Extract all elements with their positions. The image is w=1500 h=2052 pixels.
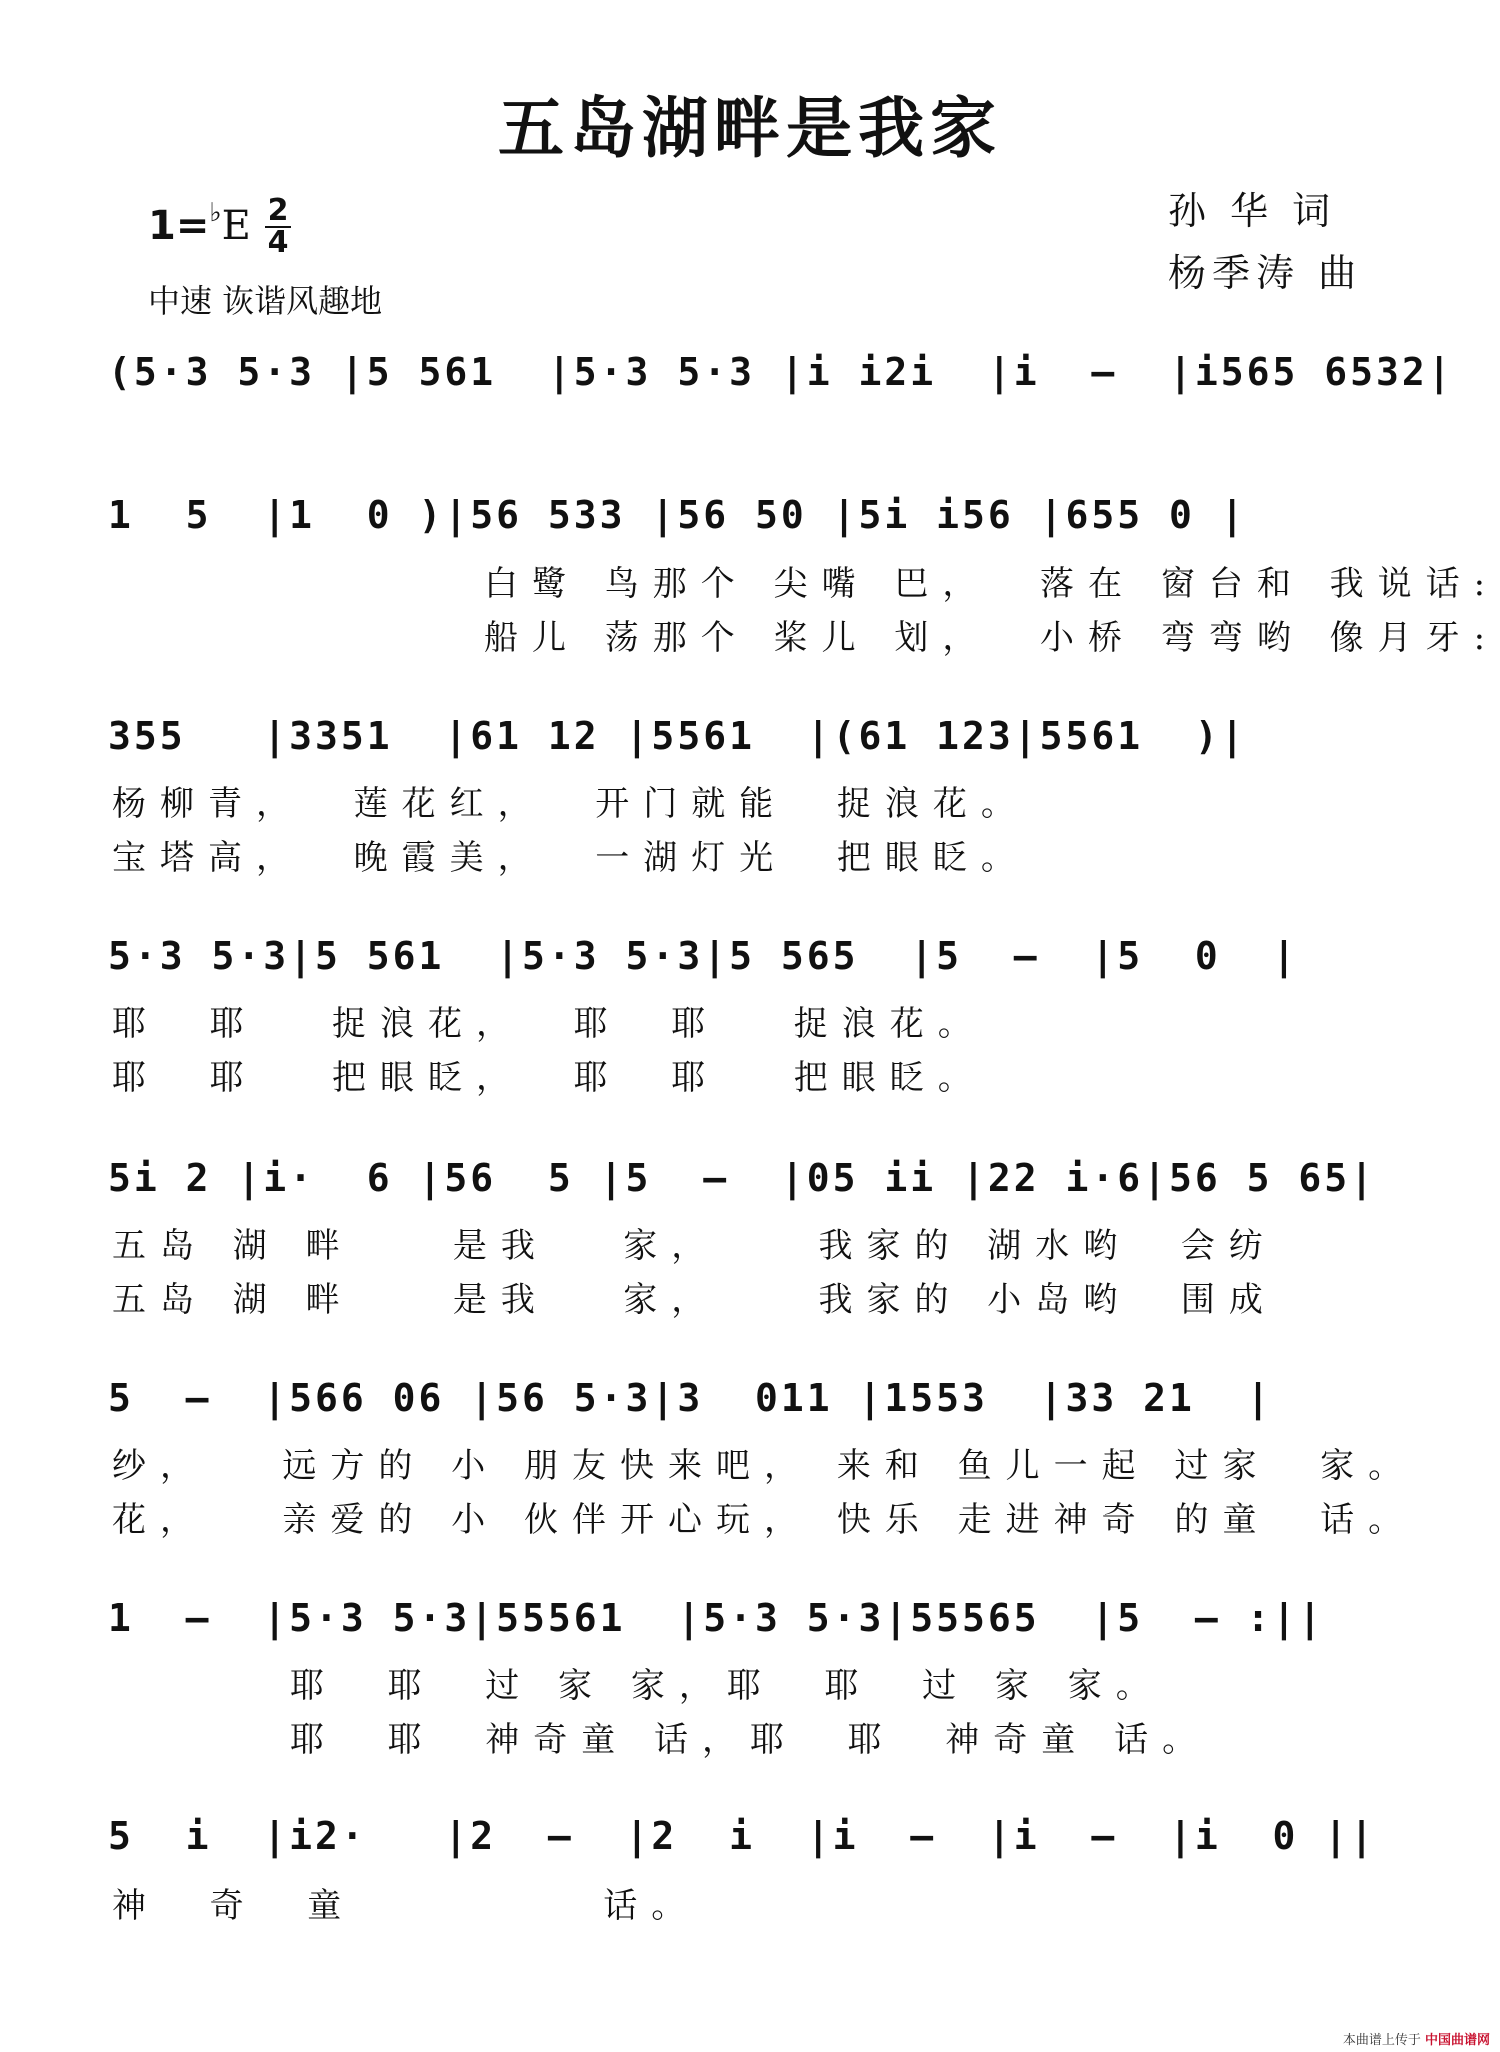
lyric-line: 宝塔高， 晚霞美， 一湖灯光 把眼眨。 — [112, 838, 1029, 878]
lyric-line: 白鹭 鸟那个 尖嘴 巴， 落在 窗台和 我说话: — [484, 564, 1500, 604]
notation-line: 1 – |5·3 5·3|55561 |5·3 5·3|55565 |5 – :|| — [108, 1596, 1325, 1640]
lyric-line: 船儿 荡那个 桨儿 划， 小桥 弯弯哟 像月牙: — [484, 618, 1500, 658]
notation-line: 5 i |i2· |2 – |2 i |i – |i – |i 0 || — [108, 1814, 1377, 1858]
notation-line: 355 |3351 |61 12 |5561 |(61 123|5561 )| — [108, 714, 1247, 758]
lyric-line: 杨柳青， 莲花红， 开门就能 捉浪花。 — [112, 784, 1029, 824]
meter-bottom: 4 — [267, 225, 289, 260]
lyric-line: 五岛 湖 畔 是我 家， 我家的 小岛哟 围成 — [112, 1280, 1277, 1320]
staff-system — [108, 1368, 1428, 1432]
tempo-marking: 中速 诙谐风趣地 — [148, 282, 383, 320]
notation-line: (5·3 5·3 |5 561 |5·3 5·3 |i i2i |i – |i565 6532| — [108, 350, 1454, 394]
site-logo: 中国曲谱网 — [1424, 2033, 1490, 2048]
page-title: 五岛湖畔是我家 — [498, 89, 1002, 167]
meter-top: 2 — [265, 196, 291, 228]
staff-system — [108, 926, 1428, 990]
lyric-line: 花， 亲爱的 小 伙伴开心玩， 快乐 走进神奇 的童 话。 — [112, 1500, 1417, 1540]
lyric-line: 纱， 远方的 小 朋友快来吧， 来和 鱼儿一起 过家 家。 — [112, 1446, 1417, 1486]
key-note: E — [221, 203, 251, 249]
time-signature — [265, 193, 291, 260]
staff-system — [108, 1148, 1428, 1212]
key-signature — [148, 198, 251, 249]
lyric-line: 耶 耶 神奇童 话，耶 耶 神奇童 话。 — [290, 1720, 1211, 1760]
lyric-line: 五岛 湖 畔 是我 家， 我家的 湖水哟 会纺 — [112, 1226, 1277, 1266]
staff-system — [108, 1806, 1428, 1870]
notation-line: 5·3 5·3|5 561 |5·3 5·3|5 565 |5 – |5 0 | — [108, 934, 1299, 978]
notation-line: 5 – |566 06 |56 5·3|3 011 |1553 |33 21 | — [108, 1376, 1273, 1420]
lyric-line: 神 奇 童 话。 — [112, 1886, 700, 1926]
lyricist-credit: 孙 华 词 — [1168, 189, 1337, 233]
notation-line: 1 5 |1 0 )|56 533 |56 50 |5i i56 |655 0 | — [108, 493, 1247, 537]
staff-system — [108, 342, 1454, 406]
lyric-line: 耶 耶 过 家 家，耶 耶 过 家 家。 — [290, 1666, 1164, 1706]
notation-line: 5i 2 |i· 6 |56 5 |5 – |05 ii |22 i·6|56 5 65| — [108, 1156, 1377, 1200]
staff-system — [108, 485, 1428, 549]
lyric-line: 耶 耶 捉浪花， 耶 耶 捉浪花。 — [112, 1004, 986, 1044]
staff-system — [108, 706, 1428, 770]
key-prefix: 1= — [148, 203, 210, 249]
flat-sign-icon: ♭ — [209, 198, 222, 228]
composer-credit: 杨季涛 曲 — [1168, 251, 1363, 295]
upload-footer — [1343, 2029, 1490, 2048]
footer-text: 本曲谱上传于 — [1342, 2033, 1421, 2048]
staff-system — [108, 1588, 1428, 1652]
lyric-line: 耶 耶 把眼眨， 耶 耶 把眼眨。 — [112, 1058, 986, 1098]
